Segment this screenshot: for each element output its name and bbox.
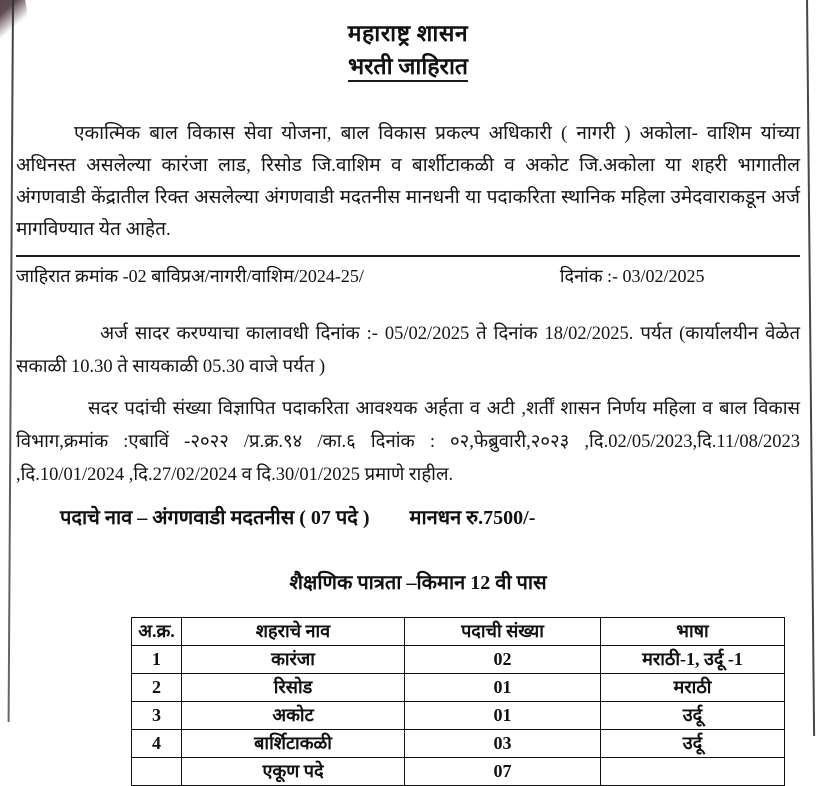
cell-language: उर्दू [601,701,785,729]
cell-sr: 2 [132,673,182,701]
advertisement-number: जाहिरात क्रमांक -02 बाविप्रअ/नागरी/वाशिम/2024-25/ [16,265,364,286]
column-header-sr: अ.क्र. [132,617,182,645]
cell-city: रिसोड [182,673,405,701]
cell-total-posts: 07 [405,757,601,785]
column-header-city: शहराचे नाव [182,617,405,645]
table-row [132,673,785,701]
table-row [132,729,785,757]
cell-sr: 1 [132,645,182,673]
table-total-row [132,757,785,785]
cell-posts: 03 [405,729,601,757]
cell-posts: 01 [405,701,601,729]
cell-total-language [601,757,785,785]
title-block [16,18,800,82]
cell-total-sr [132,757,182,785]
posts-table-wrapper [16,617,800,786]
cell-language: मराठी-1, उर्दू -1 [601,645,785,673]
document-title-sub-text: भरती जाहिरात [348,54,468,82]
cell-sr: 4 [132,729,182,757]
scan-edge-left [8,0,14,722]
table-row [132,701,785,729]
reference-row [16,264,800,288]
educational-qualification: शैक्षणिक पात्रता –किमान 12 वी पास [289,571,547,594]
post-honorarium: मानधन रु.7500/- [409,506,536,529]
intro-paragraph: एकात्मिक बाल विकास सेवा योजना, बाल विकास प्रकल्प अधिकारी ( नागरी ) अकोला- वाशिम यांच्या अधिनस्त असलेल्या कारंजा लाड, रिसोड जि.वाशिम व बार्शीटाकळी व अकोट जि.अकोला या शहरी भागातील अंगणवाडी केंद्रातील रिक्त असलेल्या अंगणवाडी मदतनीस मानधनी या पदाकरिता स्थानिक महिला उमेदवाराकडून अर्ज मागविण्यात येत आहेत. [16,123,801,240]
column-header-language: भाषा [601,617,785,645]
post-details-row [16,503,800,530]
cell-total-label: एकूण पदे [182,757,405,785]
column-header-posts: पदाची संख्या [405,617,601,645]
document-title-main: महाराष्ट्र शासन [347,21,469,46]
scan-edge-right [806,0,815,736]
cell-posts: 01 [405,673,601,701]
cell-posts: 02 [405,645,601,673]
cell-city: कारंजा [182,645,405,673]
document-title-sub [16,51,800,82]
cell-language: उर्दू [601,729,785,757]
cell-city: बार्शिटाकळी [182,729,405,757]
cell-sr: 3 [132,701,182,729]
cell-city: अकोट [182,701,405,729]
application-period-paragraph: अर्ज सादर करण्याचा कालावधी दिनांक :- 05/02/2025 ते दिनांक 18/02/2025. पर्यत (कार्यालयीन वेळेत सकाळी 10.30 ते सायकाळी 05.30 वाजे पर्यत ) [16,323,800,378]
post-name: पदाचे नाव – अंगणवाडी मदतनीस ( 07 पदे ) [60,506,370,529]
posts-table [131,617,785,786]
table-row [132,645,785,673]
table-header-row [132,617,785,645]
government-resolution-paragraph: सदर पदांची संख्या विज्ञापित पदाकरिता आवश्यक अर्हता व अटी ,शर्तीं शासन निर्णय महिला व बाल विकास विभाग,क्रमांक :एबाविं -२०२२ /प्र.क्र.९४ /का.६ दिनांक : ०२,फेब्रुवारी,२०२३ ,दि.02/05/2023,दि.11/08/2023 ,दि.10/01/2024 ,दि.27/02/2024 व दि.30/01/2025 प्रमाणे राहील. [16,399,800,485]
advertisement-date: दिनांक :- 03/02/2025 [559,265,705,286]
document-body [16,0,801,782]
section-divider [16,255,800,257]
cell-language: मराठी [601,673,785,701]
